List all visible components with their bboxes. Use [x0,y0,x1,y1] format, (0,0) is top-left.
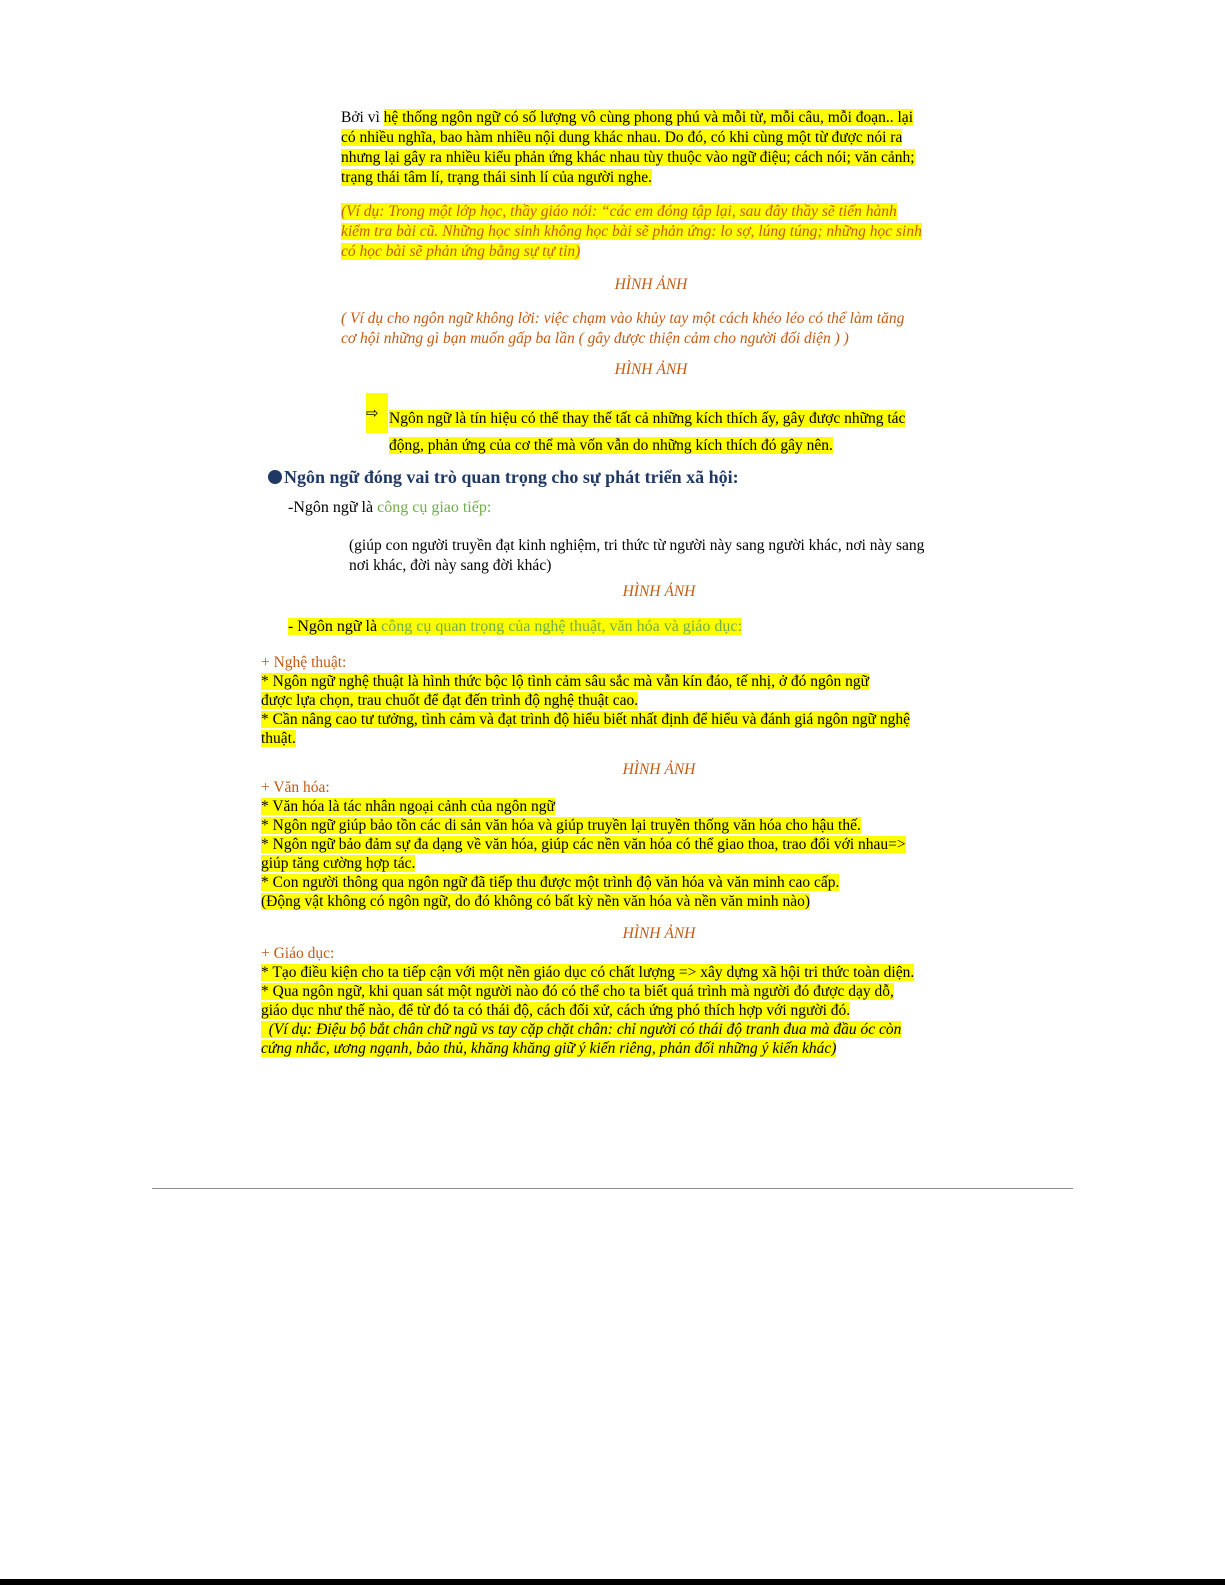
art-line: * Cần nâng cao tư tưởng, tình cảm và đạt trình độ hiểu biết nhất định để hiểu và đánh giá ngôn ngữ nghệ [261,711,910,728]
education-line: giáo dục như thế nào, để từ đó ta có thái độ, cách đối xử, cách ứng phó thích hợp với người đó. [261,1002,851,1019]
item-prefix: - Ngôn ngữ là [288,618,382,635]
image-caption: HÌNH ẢNH [614,361,688,378]
culture-line: * Ngôn ngữ giúp bảo tồn các di sản văn hóa và giúp truyền lại truyền thống văn hóa cho hậu thế. [261,817,861,834]
detail-line: (giúp con người truyền đạt kinh nghiệm, tri thức từ người này sang người khác, nơi này sang [349,537,925,554]
detail-line: nơi khác, đời này sang đời khác) [349,557,552,574]
intro-paragraph [341,108,961,188]
intro-line: trạng thái tâm lí, trạng thái sinh lí của người nghe. [341,169,653,186]
example-classroom [341,202,966,262]
education-section [261,944,981,1058]
intro-line: có nhiều nghĩa, bao hàm nhiều nội dung khác nhau. Do đó, có khi cùng một từ được nói ra [341,129,903,146]
intro-line: hệ thống ngôn ngữ có số lượng vô cùng phong phú và mỗi từ, mỗi câu, mỗi đoạn.. lại [383,109,913,126]
education-title: + Giáo dục: [261,945,335,962]
example-line: (Ví dụ: Trong một lớp học, thầy giáo nói: “các em đóng tập lại, sau đây thầy sẽ tiến hành [341,203,897,220]
culture-section [261,778,981,911]
image-caption: HÌNH ẢNH [622,583,696,600]
example-line: có học bài sẽ phản ứng bằng sự tự tin) [341,243,581,260]
art-section [261,653,981,748]
bullet-icon [268,470,282,484]
education-example-line: (Ví dụ: Điệu bộ bắt chân chữ ngũ vs tay cặp chặt chân: chỉ người có thái độ tranh đua mà đầu óc còn [261,1021,902,1038]
culture-line: * Ngôn ngữ bảo đảm sự đa dạng về văn hóa, giúp các nền văn hóa có thể giao thoa, trao đổi với nhau=> [261,836,906,853]
conclusion-paragraph [389,405,959,459]
conclusion-line: Ngôn ngữ là tín hiệu có thể thay thế tất cả những kích thích ấy, gây được những tác [389,410,906,427]
art-title: + Nghệ thuật: [261,654,347,671]
bottom-border [0,1579,1225,1585]
education-example-line: cứng nhắc, ương ngạnh, bảo thủ, khăng khăng giữ ý kiến riêng, phản đối những ý kiến khác) [261,1040,837,1057]
art-line: được lựa chọn, trau chuốt để đạt đến trình độ nghệ thuật cao. [261,692,639,709]
example-nonverbal [341,309,966,349]
art-line: thuật. [261,730,296,747]
example-line: kiểm tra bài cũ. Những học sinh không học bài sẽ phản ứng: lo sợ, lúng túng; những học sinh [341,223,922,240]
image-caption: HÌNH ẢNH [622,925,696,942]
art-line: * Ngôn ngữ nghệ thuật là hình thức bộc lộ tình cảm sâu sắc mà vẫn kín đáo, tế nhị, ở đó ngôn ngữ [261,673,870,690]
education-line: * Tạo điều kiện cho ta tiếp cận với một nền giáo dục có chất lượng => xây dựng xã hội tri thức toàn diện. [261,964,915,981]
item-communication-detail [349,536,969,576]
education-line: * Qua ngôn ngữ, khi quan sát một người nào đó có thể cho ta biết quá trình mà người đó được dạy dỗ, [261,983,894,1000]
example-line: cơ hội những gì bạn muốn gấp ba lần ( gây được thiện cảm cho người đối diện ) ) [341,330,849,347]
culture-line: (Động vật không có ngôn ngữ, do đó không có bất kỳ nền văn hóa và nền văn minh nào) [261,893,811,910]
image-caption: HÌNH ẢNH [622,761,696,778]
arrow-icon: ⇨ [366,393,388,433]
page-separator [152,1188,1073,1189]
item-highlight: công cụ giao tiếp: [377,499,492,516]
conclusion-line: động, phản ứng của cơ thể mà vốn vẫn do những kích thích đó gây nên. [389,437,833,454]
example-line: ( Ví dụ cho ngôn ngữ không lời: việc chạm vào khủy tay một cách khéo léo có thể làm tăng [341,310,905,327]
culture-title: + Văn hóa: [261,779,330,796]
item-communication-tool [288,499,491,517]
item-prefix: -Ngôn ngữ là [288,499,378,516]
section-heading: Ngôn ngữ đóng vai trò quan trọng cho sự phát triển xã hội: [268,467,739,488]
culture-line: * Văn hóa là tác nhân ngoại cảnh của ngôn ngữ [261,798,555,815]
culture-line: * Con người thông qua ngôn ngữ đã tiếp thu được một trình độ văn hóa và văn minh cao cấp. [261,874,840,891]
intro-line: nhưng lại gây ra nhiều kiểu phản ứng khác nhau tùy thuộc vào ngữ điệu; cách nói; văn cảnh; [341,149,915,166]
intro-prefix: Bởi vì [341,109,384,126]
image-caption: HÌNH ẢNH [614,276,688,293]
item-arts-culture-education [288,618,742,636]
culture-line: giúp tăng cường hợp tác. [261,855,416,872]
item-highlight: công cụ quan trọng của nghệ thuật, văn hóa và giáo dục: [381,618,742,635]
